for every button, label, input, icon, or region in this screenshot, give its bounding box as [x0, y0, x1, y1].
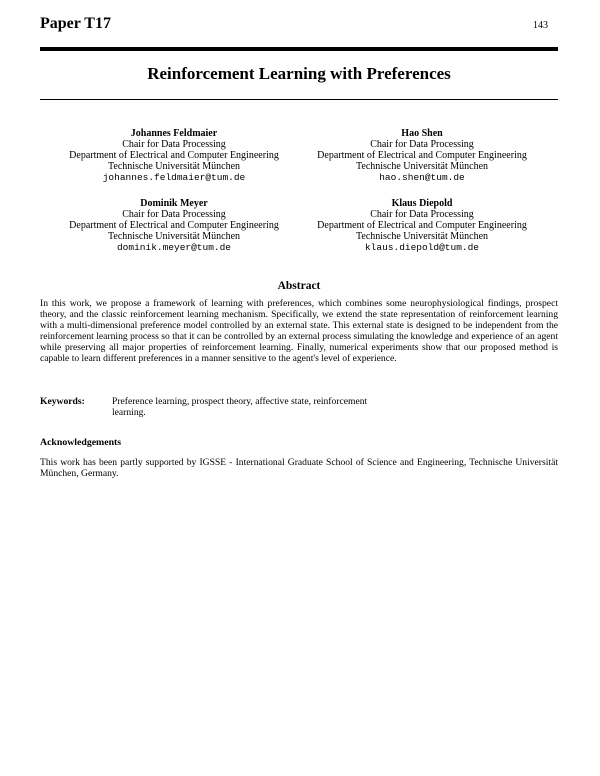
author-university: Technische Universität München [107, 231, 241, 242]
author-name: Dominik Meyer [140, 198, 208, 209]
keywords-text: Preference learning, prospect theory, affective state, reinforcement learning. [112, 396, 368, 418]
author-email: hao.shen@tum.de [379, 172, 465, 183]
author-department: Department of Electrical and Computer Engineering [317, 150, 527, 161]
author-university: Technische Universität München [355, 161, 489, 172]
abstract-body: In this work, we propose a framework of learning with preferences, which combines some neurophysiological findings, prospect theory, and the classic reinforcement learning mechanism. Specifically, we extend the state representation of reinforcement learning with a multi-dimensional preference model controlled by an external state. This external state is designed to be independent from the reinforcement learning process so that it can be controlled by an external process simulating the knowledge and experience of an agent while preserving all major properties of reinforcement learning. Finally, numerical experiments show that our proposed method is capable to learn different preferences in a manner sensitive to the agent's level of experience. [40, 298, 558, 364]
author-block [44, 198, 304, 253]
author-group: Chair for Data Processing [122, 209, 226, 220]
author-university: Technische Universität München [355, 231, 489, 242]
author-block [44, 128, 304, 183]
title-rule [40, 99, 558, 100]
author-name: Hao Shen [401, 128, 443, 139]
author-name: Johannes Feldmaier [130, 128, 218, 139]
author-university: Technische Universität München [107, 161, 241, 172]
author-department: Department of Electrical and Computer Engineering [69, 220, 279, 231]
author-group: Chair for Data Processing [370, 139, 474, 150]
abstract-heading: Abstract [277, 280, 321, 292]
page-number: 143 [533, 20, 548, 31]
header-rule [40, 47, 558, 51]
author-department: Department of Electrical and Computer Engineering [317, 220, 527, 231]
author-group: Chair for Data Processing [122, 139, 226, 150]
paper-title: Reinforcement Learning with Preferences [147, 64, 451, 83]
author-block [292, 128, 552, 183]
acknowledgements-body: This work has been partly supported by IGSSE - International Graduate School of Science and Engineering, Technische Universität München, Germany. [40, 457, 558, 479]
keywords-label: Keywords: [40, 396, 85, 407]
author-group: Chair for Data Processing [370, 209, 474, 220]
author-email: klaus.diepold@tum.de [364, 242, 480, 253]
paper-id: Paper T17 [40, 15, 111, 32]
author-department: Department of Electrical and Computer Engineering [69, 150, 279, 161]
author-email: dominik.meyer@tum.de [116, 242, 232, 253]
author-block [292, 198, 552, 253]
acknowledgements-heading: Acknowledgements [40, 437, 122, 448]
author-name: Klaus Diepold [391, 198, 453, 209]
author-email: johannes.feldmaier@tum.de [102, 172, 246, 183]
page-header [40, 15, 558, 35]
